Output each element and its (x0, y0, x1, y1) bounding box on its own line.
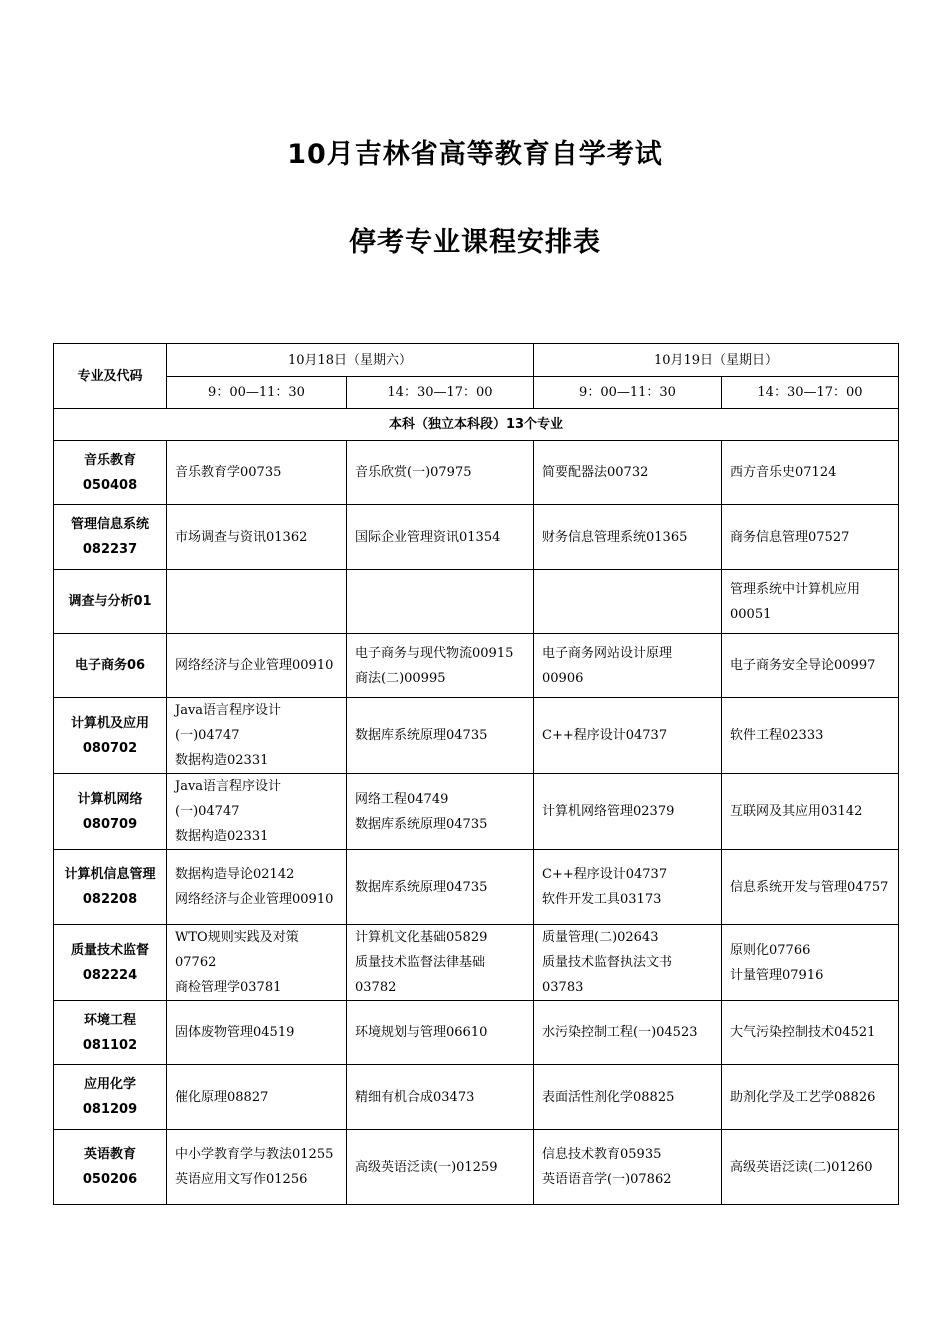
course-text: 财务信息管理系统01365 (542, 529, 688, 545)
table-row (54, 1001, 899, 1065)
table-row (54, 634, 899, 698)
major-text: 080709 (82, 816, 138, 832)
table-row (54, 570, 899, 634)
schedule-table (53, 343, 899, 1205)
course-cell (167, 570, 347, 634)
course-text: 计算机网络管理02379 (542, 804, 675, 819)
course-cell (347, 850, 534, 925)
major-text: 081102 (82, 1037, 138, 1053)
course-cell (534, 1001, 722, 1065)
course-text: 表面活性剂化学08825 (542, 1089, 675, 1105)
major-text: 环境工程 (83, 1012, 136, 1028)
course-cell (722, 698, 899, 774)
course-cell (534, 850, 722, 925)
course-text: 互联网及其应用03142 (730, 804, 863, 819)
course-text: 音乐欣赏(一)07975 (355, 465, 472, 480)
major-text: 计算机信息管理082208 (64, 867, 156, 907)
course-cell (722, 505, 899, 570)
course-text: 市场调查与资讯01362 (175, 529, 308, 545)
major-text: 050408 (82, 477, 138, 493)
course-text: 软件开发工具03173 (542, 892, 662, 907)
table-row (54, 698, 899, 774)
course-text: 环境规划与管理06610 (355, 1025, 488, 1040)
course-text: 精细有机合成03473 (355, 1089, 475, 1105)
course-text: 催化原理08827 (175, 1089, 269, 1105)
major-cell (54, 570, 167, 634)
course-cell (167, 1130, 347, 1205)
course-cell (347, 570, 534, 634)
course-text: 网络工程04749 (355, 791, 449, 807)
major-text: 应用化学 (83, 1077, 136, 1092)
course-text: 原则化07766 (730, 942, 811, 958)
course-cell (722, 850, 899, 925)
course-text: 质量技术监督执法文书03783 (542, 955, 673, 995)
major-text: 管理信息系统 (70, 517, 149, 532)
course-cell (167, 925, 347, 1001)
table-row (54, 774, 899, 850)
course-text: 数据库系统原理04735 (355, 728, 488, 743)
major-text: 调查与分析01 (68, 594, 152, 609)
course-cell (167, 505, 347, 570)
major-cell (54, 925, 167, 1001)
course-cell (534, 505, 722, 570)
course-cell (167, 1001, 347, 1065)
course-text: 高级英语泛读(二)01260 (730, 1159, 873, 1175)
course-cell (347, 1130, 534, 1205)
course-cell (534, 925, 722, 1001)
course-cell (347, 505, 534, 570)
course-cell (722, 1001, 899, 1065)
course-text: 固体废物管理04519 (175, 1025, 295, 1040)
course-text: 数据构造导论02142 (175, 867, 295, 882)
major-text: 音乐教育 (83, 452, 136, 468)
major-cell (54, 1065, 167, 1130)
table-row (54, 1130, 899, 1205)
course-text: 数据库系统原理04735 (355, 816, 488, 832)
table-row (54, 850, 899, 925)
course-text: 大气污染控制技术04521 (730, 1025, 876, 1040)
major-text: 计算机网络 (77, 791, 143, 807)
course-cell (167, 774, 347, 850)
page-title: 10月吉林省高等教育自学考试 (287, 139, 663, 170)
course-text: 西方音乐史07124 (730, 465, 837, 480)
course-text: 数据构造02331 (175, 829, 269, 844)
course-text: 质量技术监督法律基础03782 (355, 955, 486, 995)
course-cell (534, 634, 722, 698)
day1-header: 10月18日（星期六） (167, 344, 534, 377)
course-text: 电子商务网站设计原理00906 (542, 645, 673, 686)
course-text: Java语言程序设计(一)04747 (175, 779, 282, 819)
course-text: 英语语音学(一)07862 (542, 1172, 672, 1187)
major-cell (54, 698, 167, 774)
course-text: 管理系统中计算机应用00051 (730, 581, 861, 622)
course-text: 商务信息管理07527 (730, 529, 850, 545)
course-text: 电子商务与现代物流00915 (355, 645, 514, 661)
course-cell (347, 441, 534, 505)
major-text: 电子商务06 (74, 658, 146, 673)
major-text: 计算机及应用 (70, 715, 149, 731)
course-cell (347, 634, 534, 698)
section-heading: 本科（独立本科段）13个专业 (54, 409, 899, 441)
course-text: 软件工程02333 (730, 728, 824, 743)
time-slot-header: 9：00—11：30 (167, 377, 347, 409)
course-text: 信息技术教育05935 (542, 1147, 662, 1162)
course-text: 网络经济与企业管理00910 (175, 658, 334, 673)
course-cell (534, 1065, 722, 1130)
major-text: 质量技术监督 (70, 942, 149, 958)
course-cell (534, 570, 722, 634)
course-text: 高级英语泛读(一)01259 (355, 1159, 498, 1175)
major-cell (54, 1130, 167, 1205)
table-row (54, 441, 899, 505)
course-text: 电子商务安全导论00997 (730, 658, 876, 673)
time-slot-header: 9：00—11：30 (534, 377, 722, 409)
course-text: Java语言程序设计(一)04747 (175, 703, 282, 743)
course-text: C++程序设计04737 (542, 728, 668, 743)
major-text: 082224 (82, 967, 138, 983)
major-cell (54, 850, 167, 925)
course-cell (534, 1130, 722, 1205)
table-row (54, 505, 899, 570)
course-cell (722, 570, 899, 634)
course-text: 信息系统开发与管理04757 (730, 879, 889, 895)
course-cell (722, 1065, 899, 1130)
course-cell (347, 698, 534, 774)
course-cell (167, 1065, 347, 1130)
course-cell (722, 1130, 899, 1205)
course-text: 水污染控制工程(一)04523 (542, 1025, 698, 1040)
course-text: 计算机文化基础05829 (355, 930, 488, 945)
major-cell (54, 774, 167, 850)
course-cell (347, 1001, 534, 1065)
course-cell (534, 698, 722, 774)
major-cell (54, 634, 167, 698)
course-text: 商检管理学03781 (175, 980, 282, 995)
course-text: 助剂化学及工艺学08826 (730, 1089, 876, 1105)
course-cell (534, 774, 722, 850)
course-cell (347, 774, 534, 850)
course-cell (722, 925, 899, 1001)
page-subtitle: 停考专业课程安排表 (349, 227, 601, 258)
major-cell (54, 441, 167, 505)
course-cell (167, 698, 347, 774)
table-row (54, 925, 899, 1001)
course-cell (722, 774, 899, 850)
major-text: 081209 (82, 1102, 138, 1117)
major-text: 080702 (82, 740, 138, 756)
major-text: 082237 (82, 542, 138, 557)
course-text: 网络经济与企业管理00910 (175, 892, 334, 907)
course-cell (167, 634, 347, 698)
major-text: 英语教育 (83, 1147, 136, 1162)
major-text: 050206 (82, 1172, 138, 1187)
day2-header: 10月19日（星期日） (534, 344, 899, 377)
course-text: 国际企业管理资讯01354 (355, 529, 501, 545)
course-text: 计量管理07916 (730, 967, 824, 983)
course-text: C++程序设计04737 (542, 867, 668, 882)
course-text: 音乐教育学00735 (175, 465, 282, 480)
course-cell (534, 441, 722, 505)
course-cell (347, 925, 534, 1001)
time-slot-header: 14：30—17：00 (347, 377, 534, 409)
course-text: 中小学教育学与教法01255 (175, 1147, 334, 1162)
course-text: 英语应用文写作01256 (175, 1172, 308, 1187)
major-cell (54, 505, 167, 570)
major-column-header: 专业及代码 (54, 344, 167, 409)
course-cell (167, 441, 347, 505)
major-cell (54, 1001, 167, 1065)
course-text: 数据构造02331 (175, 753, 269, 768)
time-slot-header: 14：30—17：00 (722, 377, 899, 409)
course-cell (722, 441, 899, 505)
course-cell (722, 634, 899, 698)
course-text: 商法(二)00995 (355, 670, 446, 686)
course-text: 数据库系统原理04735 (355, 879, 488, 895)
course-cell (347, 1065, 534, 1130)
course-cell (167, 850, 347, 925)
course-text: 简要配器法00732 (542, 465, 649, 480)
course-text: 质量管理(二)02643 (542, 930, 659, 945)
course-text: WTO规则实践及对策07762 (175, 930, 299, 970)
table-row (54, 1065, 899, 1130)
